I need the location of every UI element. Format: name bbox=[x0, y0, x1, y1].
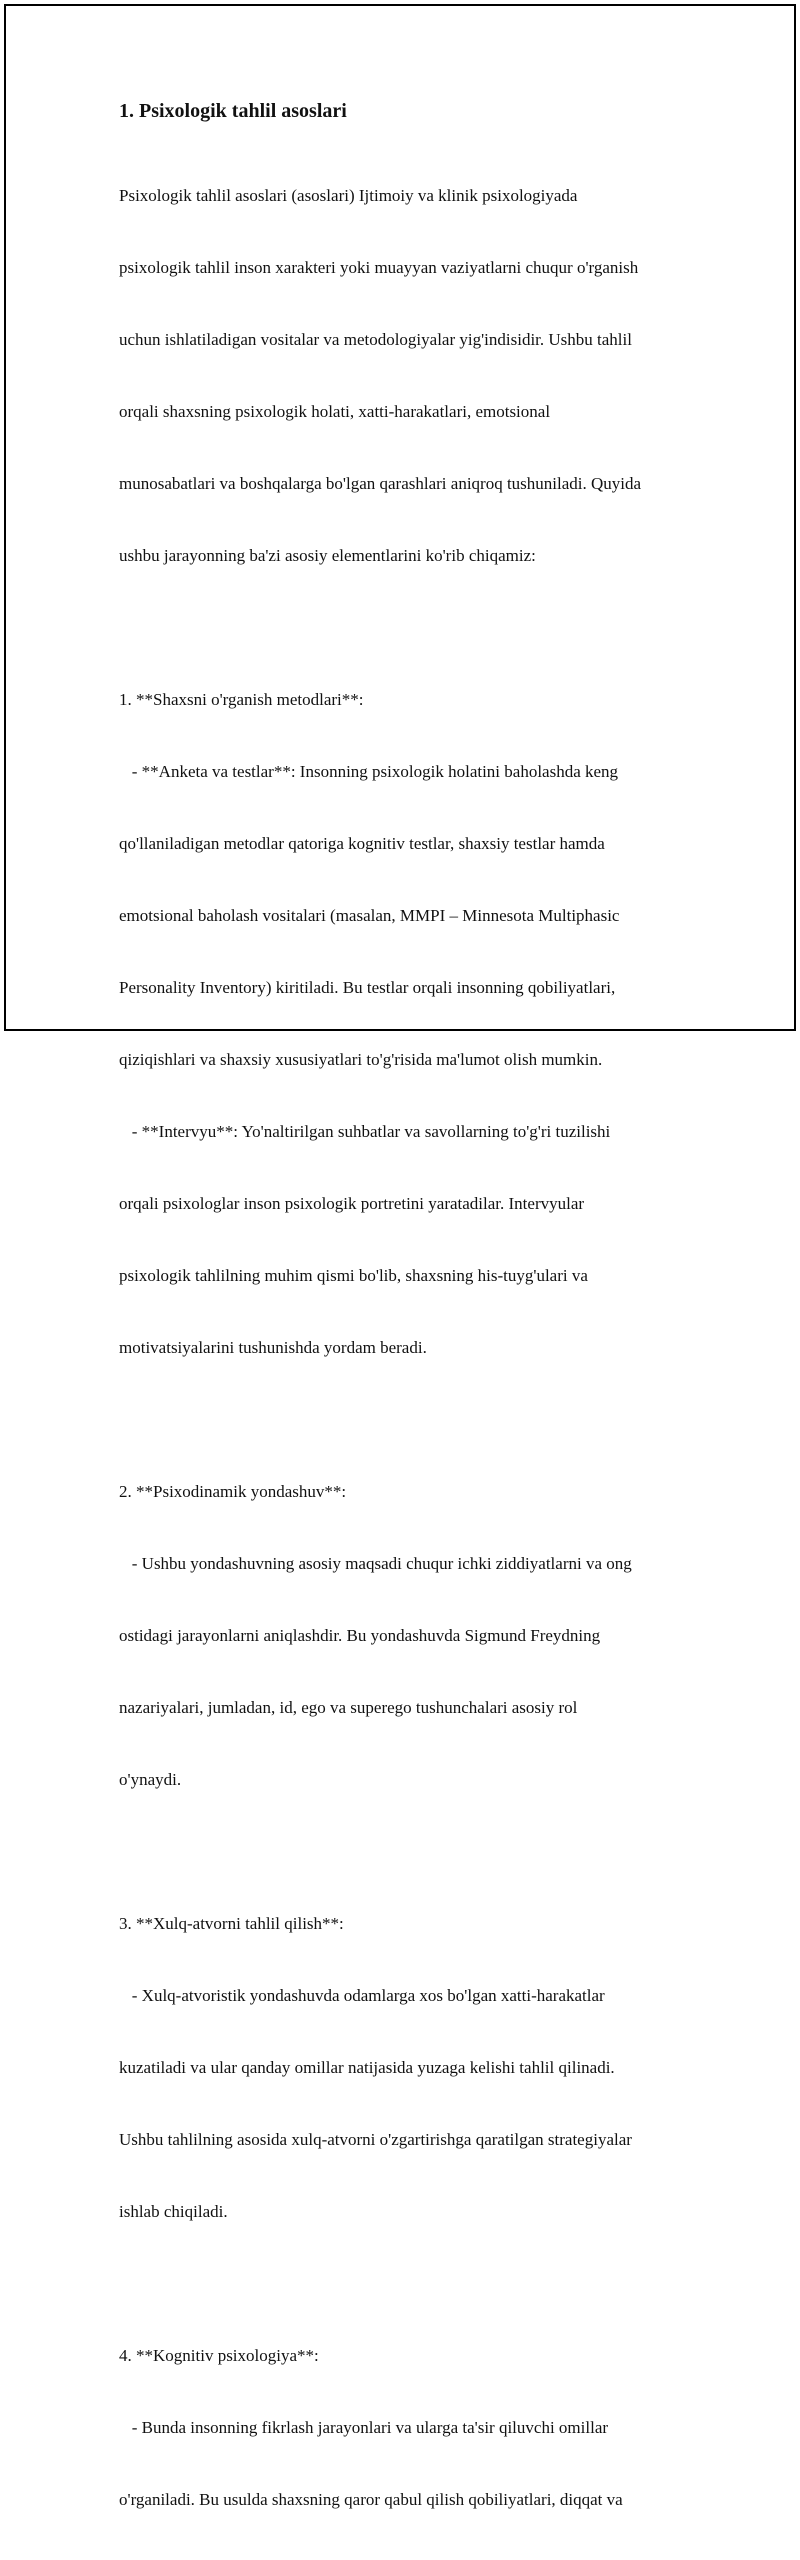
text-line: orqali shaxsning psixologik holati, xatti-harakatlari, emotsional bbox=[119, 402, 551, 421]
page-frame bbox=[4, 4, 796, 2509]
paragraph-gap bbox=[119, 2272, 699, 2296]
text-line: psixologik tahlilning muhim qismi bo'lib, shaxsning his-tuyg'ulari va bbox=[119, 1266, 588, 1285]
text-line: Psixologik tahlil asoslari (asoslari) Ijtimoiy va klinik psixologiyada bbox=[119, 186, 578, 205]
text-line: o'rganiladi. Bu usulda shaxsning qaror qabul qilish qobiliyatlari, diqqat va bbox=[119, 2490, 623, 2509]
document-title: 1. Psixologik tahlil asoslari bbox=[119, 100, 347, 122]
text-line: - **Intervyu**: Yo'naltirilgan suhbatlar va savollarning to'g'ri tuzilishi bbox=[119, 1122, 611, 1141]
section-heading: 3. **Xulq-atvorni tahlil qilish**: bbox=[119, 1914, 344, 1933]
text-line: o'ynaydi. bbox=[119, 1770, 182, 1789]
section-heading: 2. **Psixodinamik yondashuv**: bbox=[119, 1482, 347, 1501]
document-body bbox=[119, 98, 699, 2560]
text-line: ishlab chiqiladi. bbox=[119, 2202, 228, 2221]
intro-paragraph bbox=[119, 136, 699, 616]
text-line: nazariyalari, jumladan, id, ego va superego tushunchalari asosiy rol bbox=[119, 1698, 578, 1717]
paragraph-gap bbox=[119, 1408, 699, 1432]
text-line: - Bunda insonning fikrlash jarayonlari va ularga ta'sir qiluvchi omillar bbox=[119, 2418, 609, 2437]
section-xulq-atvor bbox=[119, 1864, 699, 2272]
section-shaxsni-organish bbox=[119, 640, 699, 1408]
text-line: - Xulq-atvoristik yondashuvda odamlarga xos bo'lgan xatti-harakatlar bbox=[119, 1986, 605, 2005]
text-line: - Ushbu yondashuvning asosiy maqsadi chuqur ichki ziddiyatlarni va ong bbox=[119, 1554, 632, 1573]
text-line: uchun ishlatiladigan vositalar va metodologiyalar yig'indisidir. Ushbu tahlil bbox=[119, 330, 632, 349]
text-line: psixologik tahlil inson xarakteri yoki muayyan vaziyatlarni chuqur o'rganish bbox=[119, 258, 639, 277]
text-line: qo'llaniladigan metodlar qatoriga kognitiv testlar, shaxsiy testlar hamda bbox=[119, 834, 605, 853]
text-line: munosabatlari va boshqalarga bo'lgan qarashlari aniqroq tushuniladi. Quyida bbox=[119, 474, 642, 493]
section-heading: 1. **Shaxsni o'rganish metodlari**: bbox=[119, 690, 364, 709]
text-line: qiziqishlari va shaxsiy xususiyatlari to'g'risida ma'lumot olish mumkin. bbox=[119, 1050, 603, 1069]
paragraph-gap bbox=[119, 616, 699, 640]
text-line: Personality Inventory) kiritiladi. Bu testlar orqali insonning qobiliyatlari, bbox=[119, 978, 616, 997]
text-line: ostidagi jarayonlarni aniqlashdir. Bu yondashuvda Sigmund Freydning bbox=[119, 1626, 601, 1645]
text-line: orqali psixologlar inson psixologik portretini yaratadilar. Intervyular bbox=[119, 1194, 585, 1213]
text-line: emotsional baholash vositalari (masalan, MMPI – Minnesota Multiphasic bbox=[119, 906, 620, 925]
text-line: motivatsiyalarini tushunishda yordam beradi. bbox=[119, 1338, 427, 1357]
section-psixodinamik bbox=[119, 1432, 699, 1840]
text-line: ushbu jarayonning ba'zi asosiy elementlarini ko'rib chiqamiz: bbox=[119, 546, 536, 565]
section-kognitiv bbox=[119, 2296, 699, 2560]
text-line: - **Anketa va testlar**: Insonning psixologik holatini baholashda keng bbox=[119, 762, 619, 781]
text-line: Ushbu tahlilning asosida xulq-atvorni o'zgartirishga qaratilgan strategiyalar bbox=[119, 2130, 632, 2149]
text-line: kuzatiladi va ular qanday omillar natijasida yuzaga kelishi tahlil qilinadi. bbox=[119, 2058, 615, 2077]
section-heading: 4. **Kognitiv psixologiya**: bbox=[119, 2346, 319, 2365]
paragraph-gap bbox=[119, 1840, 699, 1864]
